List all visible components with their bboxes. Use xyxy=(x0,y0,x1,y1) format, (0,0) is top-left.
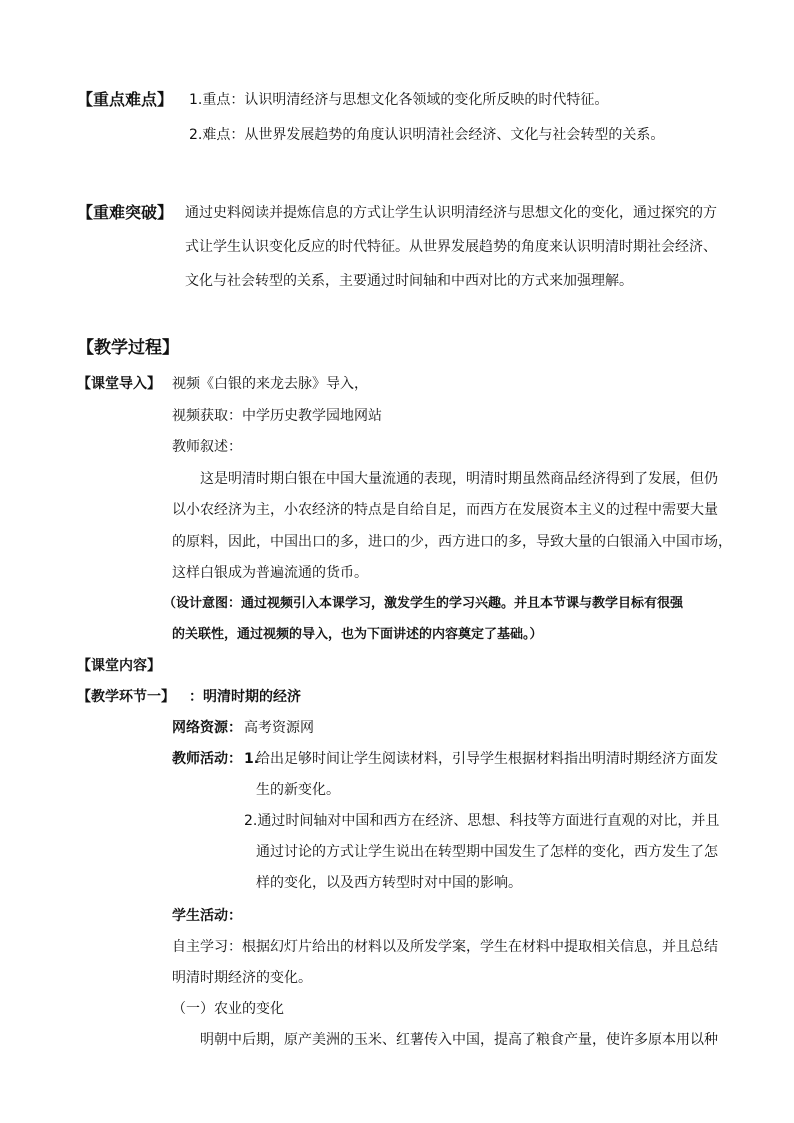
self-study-line-1: 自主学习：根据幻灯片给出的材料以及所发学案，学生在材料中提取相关信息，并且总结 xyxy=(172,939,718,955)
class-content-label: 【课堂内容】 xyxy=(77,658,161,674)
network-resource-value: 高考资源网 xyxy=(244,720,314,736)
student-activity-label: 学生活动： xyxy=(172,908,242,924)
teacher-narration-label: 教师叙述： xyxy=(172,439,242,455)
video-source: 视频获取：中学历史教学园地网站 xyxy=(172,408,382,424)
teacher-activity-2c: 样的变化，以及西方转型时对中国的影响。 xyxy=(256,875,522,891)
intro-label: 【课堂导入】 xyxy=(77,376,161,392)
teacher-activity-1a: 给出足够时间让学生阅读材料，引导学生根据材料指出明清时期经济方面发 xyxy=(256,751,718,767)
breakthrough-line-2: 式让学生认识变化反应的时代特征。从世界发展趋势的角度来认识明清时期社会经济、 xyxy=(185,239,717,255)
key-points-label: 【重点难点】 xyxy=(77,90,174,109)
key-point-2: 2.难点：从世界发展趋势的角度认识明清社会经济、文化与社会转型的关系。 xyxy=(189,127,665,143)
narration-line-4: 这样白银成为普遍流通的货币。 xyxy=(172,565,368,581)
teacher-activity-1b: 生的新变化。 xyxy=(256,782,340,798)
network-resource-label: 网络资源： xyxy=(172,720,242,736)
narration-line-2: 以小农经济为主，小农经济的特点是自给自足，而西方在发展资本主义的过程中需要大量 xyxy=(172,502,718,518)
teaching-process-heading: 【教学过程】 xyxy=(77,338,179,358)
narration-line-3: 的原料，因此，中国出口的多，进口的少，西方进口的多，导致大量的白银涌入中国市场， xyxy=(172,534,732,550)
design-intent-line-1: （设计意图：通过视频引入本课学习，激发学生的学习兴趣。并且本节课与教学目标有很强 xyxy=(163,596,684,611)
narration-line-1: 这是明清时期白银在中国大量流通的表现，明清时期虽然商品经济得到了发展，但仍 xyxy=(200,471,718,487)
section-one-label: 【教学环节一】 xyxy=(77,689,175,705)
design-intent-line-2: 的关联性，通过视频的导入，也为下面讲述的内容奠定了基础。） xyxy=(172,627,543,642)
teacher-activity-number-1: 1. xyxy=(244,751,260,767)
self-study-line-2: 明清时期经济的变化。 xyxy=(172,970,312,986)
agriculture-paragraph: 明朝中后期，原产美洲的玉米、红薯传入中国，提高了粮食产量，使许多原本用以种 xyxy=(200,1032,718,1048)
breakthrough-label: 【重难突破】 xyxy=(77,203,174,222)
breakthrough-line-1: 通过史料阅读并提炼信息的方式让学生认识明清经济与思想文化的变化，通过探究的方 xyxy=(185,205,717,221)
breakthrough-line-3: 文化与社会转型的关系，主要通过时间轴和中西对比的方式来加强理解。 xyxy=(185,273,633,289)
section-one-title: ：明清时期的经济 xyxy=(189,689,301,705)
teacher-activity-2a: 2.通过时间轴对中国和西方在经济、思想、科技等方面进行直观的对比，并且 xyxy=(244,813,720,829)
teacher-activity-label: 教师活动： xyxy=(172,751,242,767)
teacher-activity-2b: 通过讨论的方式让学生说出在转型期中国发生了怎样的变化，西方发生了怎 xyxy=(256,844,718,860)
subsection-agriculture: （一）农业的变化 xyxy=(172,1001,284,1017)
intro-video: 视频《白银的来龙去脉》导入， xyxy=(172,376,368,392)
key-point-1: 1.重点：认识明清经济与思想文化各领域的变化所反映的时代特征。 xyxy=(189,92,609,108)
